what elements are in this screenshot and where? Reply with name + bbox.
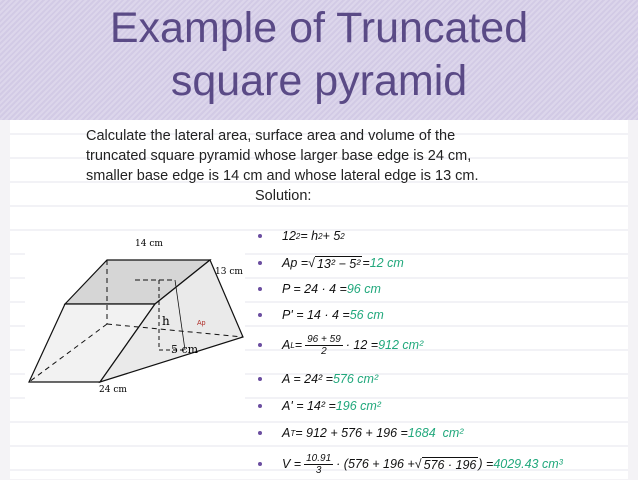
step-5-answer: 912 cm² (378, 338, 424, 352)
step-7-answer: 196 cm² (335, 399, 381, 413)
base-edge-label: 24 cm (99, 385, 127, 395)
step-4-answer: 56 cm (349, 308, 384, 322)
step-3: P = 24 · 4 = 96 cm (258, 277, 381, 301)
step-6-answer: 576 cm² (332, 372, 379, 386)
bullet-icon (258, 431, 262, 435)
problem-line-3: smaller base edge is 14 cm and whose lateral edge is 13 cm. (86, 168, 479, 184)
step-5: A L = $\frac{96 + 59}{2}$ · 12 = 912 cm² (258, 329, 423, 361)
problem-line-1: Calculate the lateral area, surface area and volume of the (86, 128, 456, 144)
title-line-2: square pyramid (170, 57, 468, 105)
step-6: A = 24² = 576 cm² (258, 367, 378, 391)
title-line-1: Example of Truncated (109, 4, 529, 52)
slide-title (0, 2, 638, 108)
bullet-icon (258, 462, 262, 466)
step-9: V = $\frac{10.91}{3}$ · (576 + 196 + √ 576 · 196 ) = 4029.43 cm³ (258, 448, 563, 480)
step-2: Ap = √ 13² − 5² = 12 cm (258, 251, 404, 275)
fraction: $\frac{10.91}{3}$ (306, 452, 332, 476)
step-9-answer: 4029.43 cm³ (493, 457, 563, 471)
step-8: A T = 912 + 576 + 196 = 1684 cm² (258, 421, 463, 445)
bullet-icon (258, 234, 262, 238)
offset-label: 5 cm (171, 343, 199, 356)
bullet-icon (258, 377, 262, 381)
problem-text (86, 126, 556, 186)
bullet-icon (258, 261, 262, 265)
top-edge-label: 14 cm (135, 239, 163, 249)
bullet-icon (258, 343, 262, 347)
bullet-icon (258, 287, 262, 291)
step-2-answer: 12 cm (369, 256, 404, 270)
bullet-icon (258, 404, 262, 408)
step-7: A' = 14² = 196 cm² (258, 394, 381, 418)
step-1: 12 2 = h 2 + 5 2 (258, 224, 345, 248)
problem-line-2: truncated square pyramid whose larger base edge is 24 cm, (86, 148, 472, 164)
step-3-answer: 96 cm (346, 282, 381, 296)
apothem-label: Ap (197, 320, 206, 327)
solution-heading: Solution: (255, 188, 312, 204)
fraction: $\frac{96 + 59}{2}$ (307, 333, 341, 357)
lateral-edge-label: 13 cm (215, 267, 243, 277)
step-4: P' = 14 · 4 = 56 cm (258, 303, 384, 327)
bullet-icon (258, 313, 262, 317)
frustum-diagram (25, 232, 245, 402)
height-label: h (162, 314, 170, 328)
step-8-answer: 1684 (407, 426, 436, 440)
